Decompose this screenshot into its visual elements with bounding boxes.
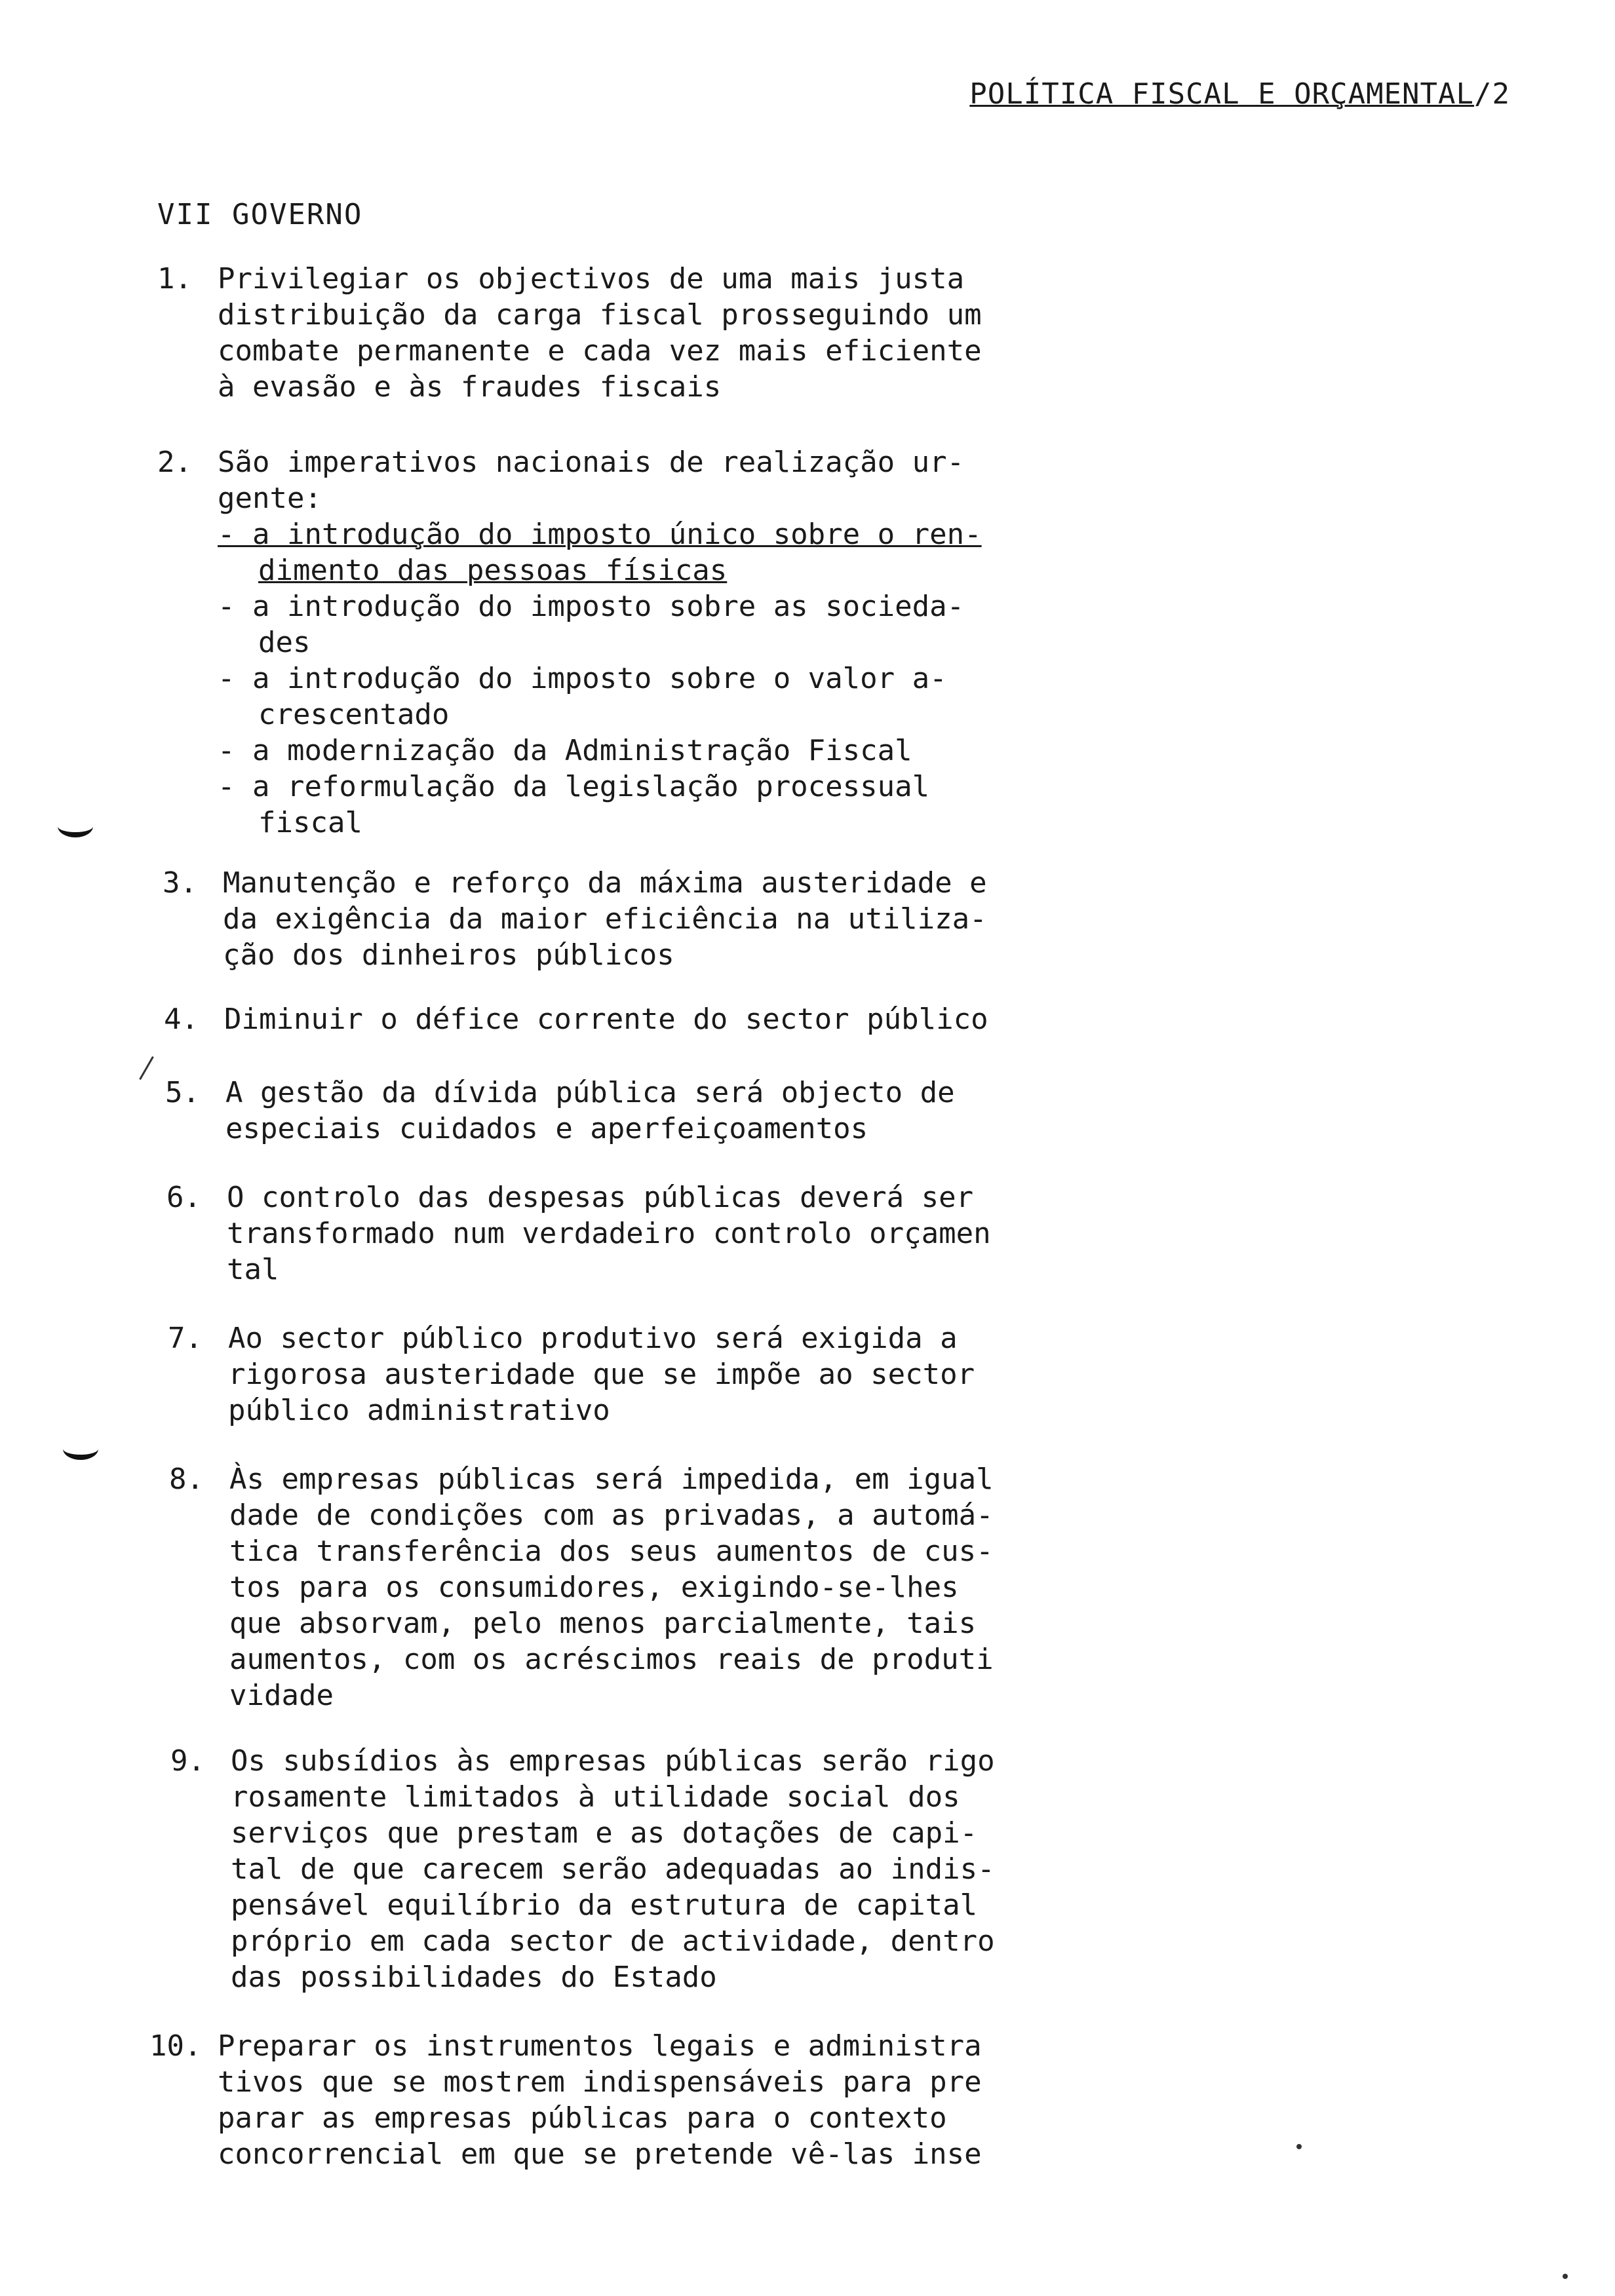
item-line: público administrativo [228, 1394, 610, 1427]
item-line: tivos que se mostrem indispensáveis para pre [218, 2065, 982, 2099]
page-number: /2 [1474, 77, 1510, 111]
item-line: rigorosa austeridade que se impõe ao sector [228, 1358, 975, 1391]
item-line: - a modernização da Administração Fiscal [218, 734, 912, 767]
item-line: transformado num verdadeiro controlo orçamen [227, 1217, 991, 1250]
item-line: Manutenção e reforço da máxima austeridade e [223, 866, 987, 900]
item-line: Preparar os instrumentos legais e administra [218, 2029, 982, 2063]
item-text [231, 1743, 1148, 1995]
item-text [218, 2028, 1135, 2172]
item-line: próprio em cada sector de actividade, dentro [231, 1924, 995, 1958]
item-line: Os subsídios às empresas públicas serão rigo [231, 1744, 995, 1778]
item-text [218, 444, 1135, 841]
government-heading: VII GOVERNO [157, 198, 363, 231]
item-number: 8. [169, 1463, 204, 1496]
item-line: - a reformulação da legislação processual [218, 770, 930, 803]
item-text [229, 1461, 1147, 1713]
item-line: A gestão da dívida pública será objecto de [225, 1076, 955, 1109]
item-number: 5. [165, 1076, 200, 1109]
item-line: São imperativos nacionais de realização ur- [218, 446, 965, 479]
margin-check-mark [58, 815, 93, 837]
item-number: 3. [163, 866, 197, 900]
margin-dot [1563, 2274, 1568, 2279]
margin-check-mark [63, 1438, 98, 1460]
item-text [218, 261, 1135, 405]
item-text [223, 865, 1140, 973]
margin-dot [1296, 2144, 1302, 2149]
item-line: pensável equilíbrio da estrutura de capital [231, 1888, 978, 1922]
item-line: que absorvam, pelo menos parcialmente, tais [229, 1607, 977, 1640]
item-line: especiais cuidados e aperfeiçoamentos [225, 1112, 868, 1145]
item-line: dimento das pessoas físicas [258, 554, 728, 587]
item-line: gente: [218, 482, 322, 515]
item-line: Ao sector público produtivo será exigida a [228, 1322, 958, 1355]
item-text [224, 1001, 1142, 1037]
item-line: serviços que prestam e as dotações de capi- [231, 1816, 978, 1850]
item-text [228, 1320, 1146, 1428]
item-line: Privilegiar os objectivos de uma mais justa [218, 262, 965, 296]
item-line: distribuição da carga fiscal prosseguindo um [218, 298, 982, 332]
item-line: dade de condições com as privadas, a automá- [229, 1499, 994, 1532]
item-line: fiscal [258, 806, 362, 839]
item-line: O controlo das despesas públicas deverá ser [227, 1181, 974, 1214]
item-line: Às empresas públicas será impedida, em igual [229, 1463, 994, 1496]
item-line: ção dos dinheiros públicos [223, 938, 674, 972]
item-line: Diminuir o défice corrente do sector público [224, 1003, 988, 1036]
item-number: 9. [170, 1744, 205, 1778]
item-text [227, 1179, 1144, 1288]
item-line: parar as empresas públicas para o contexto [218, 2101, 947, 2135]
item-number: 1. [157, 262, 192, 296]
item-line: da exigência da maior eficiência na utiliza- [223, 902, 987, 936]
header-title: POLÍTICA FISCAL E ORÇAMENTAL [969, 77, 1475, 111]
item-line: concorrencial em que se pretende vê-las inse [218, 2137, 982, 2171]
item-line: aumentos, com os acréscimos reais de produti [229, 1643, 994, 1676]
item-line: des [258, 626, 311, 659]
item-number: 2. [157, 446, 192, 479]
item-line: tos para os consumidores, exigindo-se-lhes [229, 1571, 959, 1604]
item-line: vidade [229, 1679, 334, 1712]
item-number: 10. [149, 2029, 202, 2063]
item-number: 6. [166, 1181, 201, 1214]
item-line: - a introdução do imposto sobre o valor a- [218, 662, 947, 695]
item-line: - a introdução do imposto único sobre o ren- [218, 518, 982, 551]
item-line: tal de que carecem serão adequadas ao indis- [231, 1852, 995, 1886]
item-line: tica transferência dos seus aumentos de cus- [229, 1535, 994, 1568]
item-line: combate permanente e cada vez mais eficiente [218, 334, 982, 368]
item-line: - a introdução do imposto sobre as socieda- [218, 590, 965, 623]
item-line: à evasão e às fraudes fiscais [218, 370, 722, 404]
item-line: tal [227, 1253, 279, 1286]
item-number: 7. [168, 1322, 203, 1355]
item-line: crescentado [258, 698, 450, 731]
item-line: rosamente limitados à utilidade social dos [231, 1780, 960, 1814]
item-line: das possibilidades do Estado [231, 1961, 717, 1994]
item-text [225, 1075, 1143, 1147]
item-number: 4. [164, 1003, 199, 1036]
